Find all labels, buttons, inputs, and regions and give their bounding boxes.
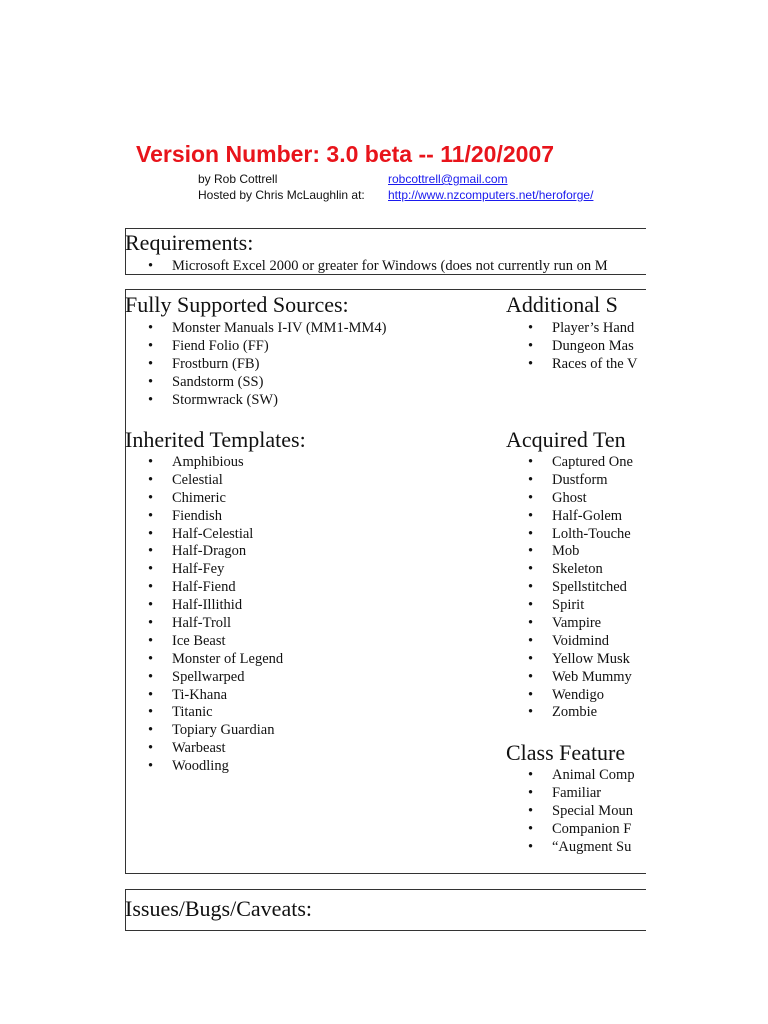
bullet-icon: • (528, 507, 534, 524)
list-item: • Fiend Folio (FF) (148, 337, 269, 354)
bullet-icon: • (148, 650, 154, 667)
bullet-icon: • (528, 686, 534, 703)
list-item: • Monster Manuals I-IV (MM1-MM4) (148, 320, 387, 336)
list-item: • Half-Fey (148, 561, 225, 578)
bullet-icon: • (148, 668, 154, 685)
website-link[interactable]: http://www.nzcomputers.net/heroforge/ (388, 188, 594, 202)
inherited-templates-list (145, 454, 283, 776)
email-link[interactable]: robcottrell@gmail.com (388, 172, 508, 186)
list-item: • Microsoft Excel 2000 or greater for Windows (does not currently run on M (148, 258, 608, 274)
inherited-templates-title: Inherited Templates: (125, 427, 306, 452)
list-item: • Amphibious (148, 454, 244, 470)
fully-supported-title: Fully Supported Sources: (125, 292, 349, 317)
bullet-icon: • (148, 740, 154, 757)
list-item: • Celestial (148, 471, 223, 488)
list-item: • Half-Fiend (148, 579, 236, 596)
hosted-line: Hosted by Chris McLaughlin at: (198, 188, 365, 202)
bullet-icon: • (528, 543, 534, 560)
bullet-icon: • (148, 471, 154, 488)
bullet-icon: • (528, 579, 534, 596)
bullet-icon: • (148, 489, 154, 506)
bullet-icon: • (528, 355, 534, 372)
list-item: • Half-Celestial (148, 525, 254, 542)
class-features-list (525, 767, 635, 856)
bullet-icon: • (528, 471, 534, 488)
requirements-title: Requirements: (125, 230, 254, 255)
bullet-icon: • (528, 320, 534, 336)
bullet-icon: • (148, 258, 154, 274)
list-item: • Races of the V (528, 355, 638, 372)
list-item: • Spellwarped (148, 668, 245, 685)
bullet-icon: • (148, 597, 154, 614)
bullet-icon: • (528, 704, 534, 721)
list-item: • Spellstitched (528, 579, 627, 596)
list-item: • Voidmind (528, 632, 609, 649)
fully-supported-list (145, 320, 386, 409)
bullet-icon: • (148, 704, 154, 721)
bullet-icon: • (528, 767, 534, 783)
list-item: • Frostburn (FB) (148, 355, 260, 372)
list-item: • Lolth-Touche (528, 525, 631, 542)
list-item: • Woodling (148, 758, 229, 775)
list-item: • Player’s Hand (528, 320, 635, 336)
bullet-icon: • (528, 337, 534, 354)
list-item: • Ti-Khana (148, 686, 228, 703)
bullet-icon: • (148, 320, 154, 336)
list-item: • Zombie (528, 704, 598, 721)
issues-title: Issues/Bugs/Caveats: (125, 896, 312, 921)
list-item: • Vampire (528, 615, 602, 632)
list-item: • “Augment Su (528, 838, 632, 855)
bullet-icon: • (528, 561, 534, 578)
bullet-icon: • (148, 454, 154, 470)
bullet-icon: • (528, 650, 534, 667)
author-line: by Rob Cottrell (198, 172, 278, 186)
bullet-icon: • (528, 820, 534, 837)
bullet-icon: • (148, 722, 154, 739)
bullet-icon: • (528, 802, 534, 819)
list-item: • Captured One (528, 454, 633, 470)
bullet-icon: • (148, 355, 154, 372)
bullet-icon: • (528, 454, 534, 470)
bullet-icon: • (528, 597, 534, 614)
list-item: • Wendigo (528, 686, 604, 703)
acquired-templates-title: Acquired Ten (506, 427, 626, 452)
bullet-icon: • (148, 543, 154, 560)
list-item: • Ghost (528, 489, 587, 506)
list-item: • Half-Illithid (148, 597, 243, 614)
bullet-icon: • (148, 525, 154, 542)
list-item: • Dustform (528, 471, 608, 488)
list-item: • Familiar (528, 784, 602, 801)
bullet-icon: • (148, 507, 154, 524)
bullet-icon: • (528, 838, 534, 855)
list-item: • Yellow Musk (528, 650, 630, 667)
bullet-icon: • (528, 615, 534, 632)
list-item: • Special Moun (528, 802, 633, 819)
additional-sources-title: Additional S (506, 292, 618, 317)
class-features-title: Class Feature (506, 740, 626, 765)
bullet-icon: • (148, 561, 154, 578)
bullet-icon: • (148, 373, 154, 390)
list-item: • Half-Golem (528, 507, 623, 524)
bullet-icon: • (148, 391, 154, 408)
list-item: • Spirit (528, 597, 585, 614)
list-item: • Warbeast (148, 740, 226, 757)
bullet-icon: • (528, 668, 534, 685)
requirements-list (145, 258, 608, 276)
bullet-icon: • (528, 525, 534, 542)
list-item: • Dungeon Mas (528, 337, 634, 354)
bullet-icon: • (528, 489, 534, 506)
bullet-icon: • (148, 337, 154, 354)
list-item: • Companion F (528, 820, 632, 837)
bullet-icon: • (148, 615, 154, 632)
bullet-icon: • (528, 784, 534, 801)
list-item: • Half-Dragon (148, 543, 247, 560)
list-item: • Animal Comp (528, 767, 635, 783)
list-item: • Chimeric (148, 489, 226, 506)
list-item: • Web Mummy (528, 668, 632, 685)
bullet-icon: • (148, 632, 154, 649)
list-item: • Skeleton (528, 561, 603, 578)
list-item: • Ice Beast (148, 632, 226, 649)
bullet-icon: • (528, 632, 534, 649)
list-item: • Monster of Legend (148, 650, 284, 667)
list-item: • Half-Troll (148, 615, 232, 632)
additional-sources-list (525, 320, 638, 374)
list-item: • Sandstorm (SS) (148, 373, 264, 390)
list-item: • Stormwrack (SW) (148, 391, 278, 408)
list-item: • Topiary Guardian (148, 722, 275, 739)
list-item: • Titanic (148, 704, 213, 721)
list-item: • Mob (528, 543, 580, 560)
bullet-icon: • (148, 686, 154, 703)
bullet-icon: • (148, 579, 154, 596)
bullet-icon: • (148, 758, 154, 775)
acquired-templates-list (525, 454, 633, 722)
version-heading: Version Number: 3.0 beta -- 11/20/2007 (136, 141, 555, 167)
list-item: • Fiendish (148, 507, 222, 524)
